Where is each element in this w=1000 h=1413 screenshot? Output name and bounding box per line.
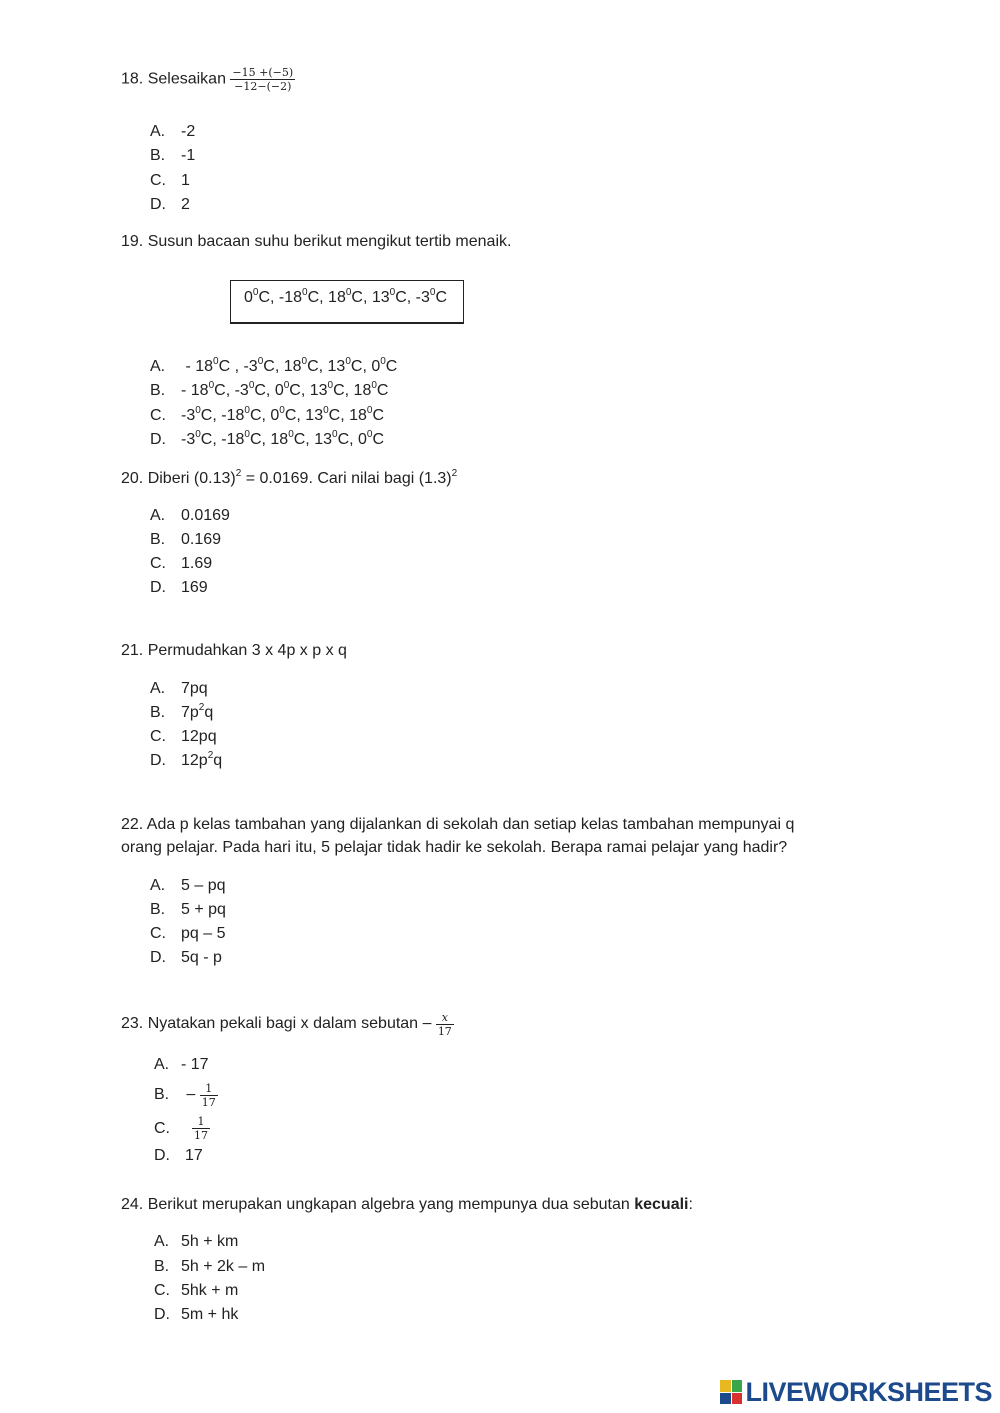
option-text: - $18^0C$, $-3^0C$, $0^0C$, $13^0C$, $18^0C$ (181, 380, 389, 399)
liveworksheets-logo-icon (720, 1380, 742, 1404)
option-text: 5q - p (181, 949, 222, 966)
q20-option-a[interactable] (150, 506, 230, 526)
fraction-numerator: −15 +(−5) (232, 66, 294, 79)
option-letter: B. (154, 1086, 170, 1104)
q23-option-a[interactable] (154, 1055, 209, 1075)
option-text: 12pq (181, 728, 217, 745)
question-19: 19. Susun bacaan suhu berikut mengikut tertib menaik. (121, 233, 512, 250)
q21-option-d[interactable] (150, 751, 222, 771)
option-letter: A. (154, 1233, 170, 1250)
q20-option-c[interactable] (150, 554, 212, 574)
question-23-fraction (436, 1011, 454, 1038)
temperature-box (230, 280, 464, 324)
option-letter: D. (150, 196, 166, 213)
option-text: 17 (185, 1147, 203, 1164)
logo-wordmark: LIVEWORKSHEETS (745, 1376, 992, 1407)
option-text: 169 (181, 579, 208, 596)
option-fraction: $\frac{1}{17}$ (201, 1081, 216, 1109)
q23-option-d[interactable] (154, 1146, 203, 1166)
option-letter: A. (154, 1056, 170, 1073)
question-23-text: 23. Nyatakan pekali bagi x dalam sebutan (121, 1015, 419, 1033)
question-20: 20. Diberi $(0.13)^2 = 0.0169$. Cari nilai bagi $(1.3)^2$ (121, 468, 458, 487)
option-fraction: $\frac{1}{17}$ (194, 1115, 208, 1143)
option-letter: C. (150, 407, 166, 424)
option-text: 5 + pq (181, 901, 226, 918)
q22-option-b[interactable] (150, 900, 226, 920)
minus-sign: − (421, 1016, 433, 1032)
option-letter: C. (150, 925, 166, 942)
q18-option-a[interactable] (150, 122, 195, 142)
option-letter: D. (154, 1147, 170, 1164)
q20-option-b[interactable] (150, 530, 221, 550)
option-text: 5h + km (181, 1233, 239, 1250)
option-text: 5h + 2k – m (181, 1258, 266, 1275)
option-letter: B. (150, 901, 166, 918)
option-letter: B. (154, 1258, 170, 1275)
fraction-denominator: −12−(−2) (234, 80, 292, 93)
logo-square (720, 1380, 731, 1392)
q21-option-b[interactable] (150, 703, 213, 723)
q24-option-a[interactable] (154, 1232, 238, 1252)
q20-option-d[interactable] (150, 578, 208, 598)
emphasis-kecuali: kecuali (634, 1196, 689, 1213)
q19-option-b[interactable] (150, 381, 388, 401)
option-text: $-3^0C$, $-18^0C$, $0^0C$, $13^0C$, $18^0C$ (181, 405, 385, 424)
option-text: - $18^0C$ , $-3^0C$, $18^0C$, $13^0C$, $0^0C$ (181, 356, 398, 375)
question-22-line-2: orang pelajar. Pada hari itu, 5 pelajar tidak hadir ke sekolah. Berapa ramai pelajar yang hadir? (121, 839, 788, 856)
option-letter: A. (150, 877, 166, 894)
logo-square (732, 1393, 743, 1405)
option-letter: D. (150, 579, 166, 596)
option-letter: B. (150, 382, 166, 399)
q21-option-c[interactable] (150, 727, 217, 747)
q19-option-a[interactable] (150, 357, 397, 377)
q19-option-d[interactable] (150, 430, 384, 450)
option-text: $-3^0C$, $-18^0C$, $18^0C$, $13^0C$, $0^0C$ (181, 429, 385, 448)
option-letter: C. (150, 728, 166, 745)
q18-option-c[interactable] (150, 171, 190, 191)
q24-option-d[interactable] (154, 1305, 238, 1325)
option-text: 5 – pq (181, 877, 226, 894)
option-text: 0.169 (181, 531, 222, 548)
q23-option-b[interactable] (154, 1078, 218, 1112)
option-letter: B. (150, 704, 166, 721)
option-text: 0.0169 (181, 507, 230, 524)
option-letter: B. (150, 531, 166, 548)
q19-option-c[interactable] (150, 406, 384, 426)
q18-option-d[interactable] (150, 195, 190, 215)
option-text: pq – 5 (181, 925, 226, 942)
option-letter: C. (150, 555, 166, 572)
option-text: 1 (181, 172, 190, 189)
option-letter: D. (150, 752, 166, 769)
option-letter: D. (150, 431, 166, 448)
minus-sign: − (185, 1087, 197, 1103)
q21-option-a[interactable] (150, 679, 208, 699)
option-text: 5hk + m (181, 1282, 239, 1299)
q22-option-c[interactable] (150, 924, 225, 944)
question-23 (121, 1010, 454, 1038)
fraction-numerator: x (436, 1011, 454, 1025)
q24-option-c[interactable] (154, 1281, 238, 1301)
logo-square (732, 1380, 743, 1392)
option-letter: A. (150, 358, 166, 375)
option-text: $12p^2q$ (181, 750, 223, 769)
q23-option-c[interactable] (154, 1112, 210, 1146)
q22-option-a[interactable] (150, 876, 225, 896)
option-letter: B. (150, 147, 166, 164)
option-letter: A. (150, 123, 166, 140)
q18-option-b[interactable] (150, 146, 195, 166)
option-letter: D. (154, 1306, 170, 1323)
option-text: - 17 (181, 1056, 209, 1073)
option-letter: A. (150, 507, 166, 524)
option-letter: C. (154, 1282, 170, 1299)
option-text: -1 (181, 147, 196, 164)
liveworksheets-logo[interactable] (720, 1377, 992, 1407)
option-letter: A. (150, 680, 166, 697)
option-letter: C. (150, 172, 166, 189)
q22-option-d[interactable] (150, 948, 222, 968)
question-18 (121, 66, 295, 93)
option-letter: C. (154, 1120, 170, 1137)
option-letter: D. (150, 949, 166, 966)
q24-option-b[interactable] (154, 1257, 265, 1277)
question-22-line-1: 22. Ada p kelas tambahan yang dijalankan di sekolah dan setiap kelas tambahan mempunyai q (121, 816, 795, 833)
option-text: 7pq (181, 680, 208, 697)
question-21: 21. Permudahkan 3 x 4p x p x q (121, 642, 347, 659)
question-18-text: 18. Selesaikan (121, 70, 226, 88)
logo-square (720, 1393, 731, 1405)
option-text: 1.69 (181, 555, 213, 572)
temperature-list: $0^0C$, $-18^0C$, $18^0C$, $13^0C$, $-3^0C$ (244, 287, 448, 306)
option-text: 2 (181, 196, 190, 213)
option-text: $7p^2q$ (181, 702, 214, 721)
fraction-denominator: 17 (437, 1024, 452, 1038)
question-24: 24. Berikut merupakan ungkapan algebra yang mempunya dua sebutan kecuali: (121, 1196, 693, 1213)
option-text: -2 (181, 123, 196, 140)
option-text: 5m + hk (181, 1306, 239, 1323)
question-18-fraction (230, 66, 295, 93)
